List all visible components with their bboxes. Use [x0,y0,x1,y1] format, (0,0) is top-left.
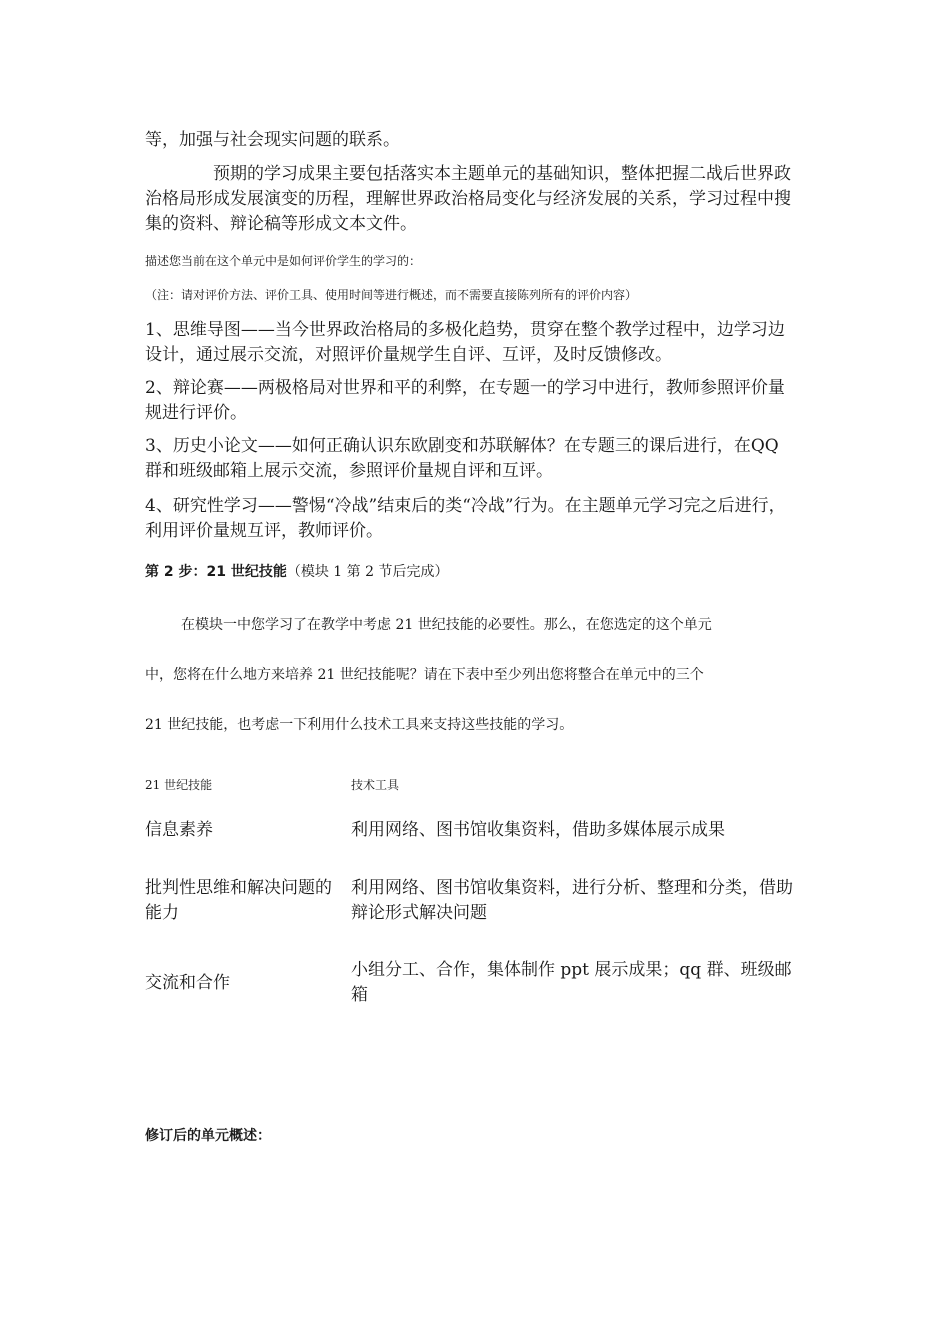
step2-heading-bold: 第 2 步：21 世纪技能 [145,564,287,580]
assessment-prompt: 描述您当前在这个单元中是如何评价学生的学习的： [145,254,422,268]
step2-line-1: 在模块一中您学习了在教学中考虑 21 世纪技能的必要性。那么，在您选定的这个单元 [181,617,712,633]
tool-cell: 小组分工、合作，集体制作 ppt 展示成果；qq 群、班级邮箱 [351,960,792,1005]
step2-heading-note: （模块 1 第 2 节后完成） [286,564,449,580]
assessment-item-4: 4、研究性学习——警惕“冷战”结束后的类“冷战”行为。在主题单元学习完之后进行，利用评价量规互评，教师评价。 [145,496,786,541]
header-skill: 21 世纪技能 [145,777,213,792]
assessment-item-1: 1、思维导图——当今世界政治格局的多极化趋势，贯穿在整个教学过程中，边学习边设计，通过展示交流，对照评价量规学生自评、互评，及时反馈修改。 [145,320,785,365]
paragraph-learning-outcomes: 预期的学习成果主要包括落实本主题单元的基础知识，整体把握二战后世界政治格局形成发展演变的历程，理解世界政治格局变化与经济发展的关系，学习过程中搜集的资料、辩论稿等形成文本文件。 [145,164,791,234]
paragraph-continuation: 等，加强与社会现实问题的联系。 [145,130,400,150]
step2-line-3: 21 世纪技能，也考虑一下利用什么技术工具来支持这些技能的学习。 [145,717,574,733]
skills-table [145,768,805,1024]
table-row [145,860,805,942]
table-header-row [145,768,805,800]
assessment-item-2: 2、辩论赛——两极格局对世界和平的利弊，在专题一的学习中进行，教师参照评价量规进行评价。 [145,378,785,423]
table-row [145,800,805,860]
tool-cell: 利用网络、图书馆收集资料，进行分析、整理和分类，借助辩论形式解决问题 [351,878,793,923]
skill-cell: 信息素养 [145,819,213,840]
table-row [145,942,805,1024]
assessment-note: （注：请对评价方法、评价工具、使用时间等进行概述，而不需要直接陈列所有的评价内容） [145,288,638,302]
skill-cell: 交流和合作 [145,972,230,993]
skill-cell: 批判性思维和解决问题的能力 [145,878,332,923]
header-tool: 技术工具 [351,777,400,792]
revised-overview-heading: 修订后的单元概述： [145,1128,271,1144]
step2-heading [145,562,795,582]
assessment-item-3: 3、历史小论文——如何正确认识东欧剧变和苏联解体？在专题三的课后进行，在QQ群和班级邮箱上展示交流，参照评价量规自评和互评。 [145,436,779,481]
tool-cell: 利用网络、图书馆收集资料，借助多媒体展示成果 [351,819,725,840]
step2-line-2: 中，您将在什么地方来培养 21 世纪技能呢？请在下表中至少列出您将整合在单元中的三个 [145,667,704,683]
